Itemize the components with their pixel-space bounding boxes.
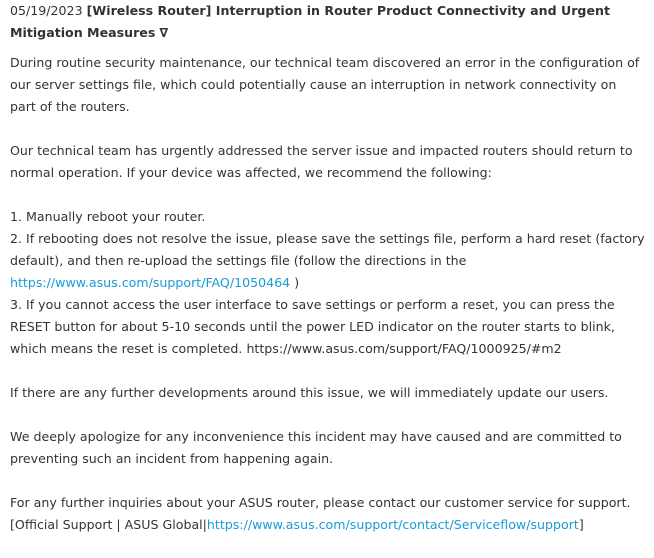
support-suffix: ] <box>578 517 584 532</box>
step-1: 1. Manually reboot your router. <box>10 209 206 224</box>
article-title-text: [Wireless Router] Interruption in Router Product Connectivity and Urgent Mitigation Measures <box>10 3 610 40</box>
addressed-paragraph: Our technical team has urgently addressed the server issue and impacted routers should return to normal operation. If your device was affected, we recommend the following: <box>10 143 633 180</box>
updates-paragraph: If there are any further developments around this issue, we will immediately update our users. <box>10 385 609 400</box>
step-2-text: 2. If rebooting does not resolve the issue, please save the settings file, perform a hard reset (factory default), and then re-upload the settings file (follow the directions in the <box>10 231 645 268</box>
support-prefix: [Official Support | ASUS Global| <box>10 517 207 532</box>
faq-1050464-link[interactable]: https://www.asus.com/support/FAQ/1050464 <box>10 275 291 290</box>
article <box>10 0 646 558</box>
expand-caret-icon[interactable]: ∇ <box>159 25 169 40</box>
apology-paragraph: We deeply apologize for any inconvenience this incident may have caused and are committed to preventing such an incident from happening again. <box>10 429 622 466</box>
service-flow-support-link[interactable]: https://www.asus.com/support/contact/Serviceflow/support <box>206 517 579 532</box>
contact-text: For any further inquiries about your ASUS router, please contact our customer service for support. <box>10 495 631 510</box>
step-2-close: ) <box>290 275 300 290</box>
faq-1000925-url: https://www.asus.com/support/FAQ/1000925/#m2 <box>242 341 562 356</box>
steps-paragraph <box>10 206 646 360</box>
article-date: 05/19/2023 <box>10 3 83 18</box>
intro-paragraph: During routine security maintenance, our technical team discovered an error in the configuration of our server settings file, which could potentially cause an interruption in network connectivity on part of the routers. <box>10 55 640 114</box>
step-3-text: 3. If you cannot access the user interface to save settings or perform a reset, you can press the RESET button for about 5-10 seconds until the power LED indicator on the router starts to blink, which means the reset is completed. <box>10 297 615 356</box>
article-title <box>10 0 646 44</box>
contact-paragraph <box>10 492 646 536</box>
